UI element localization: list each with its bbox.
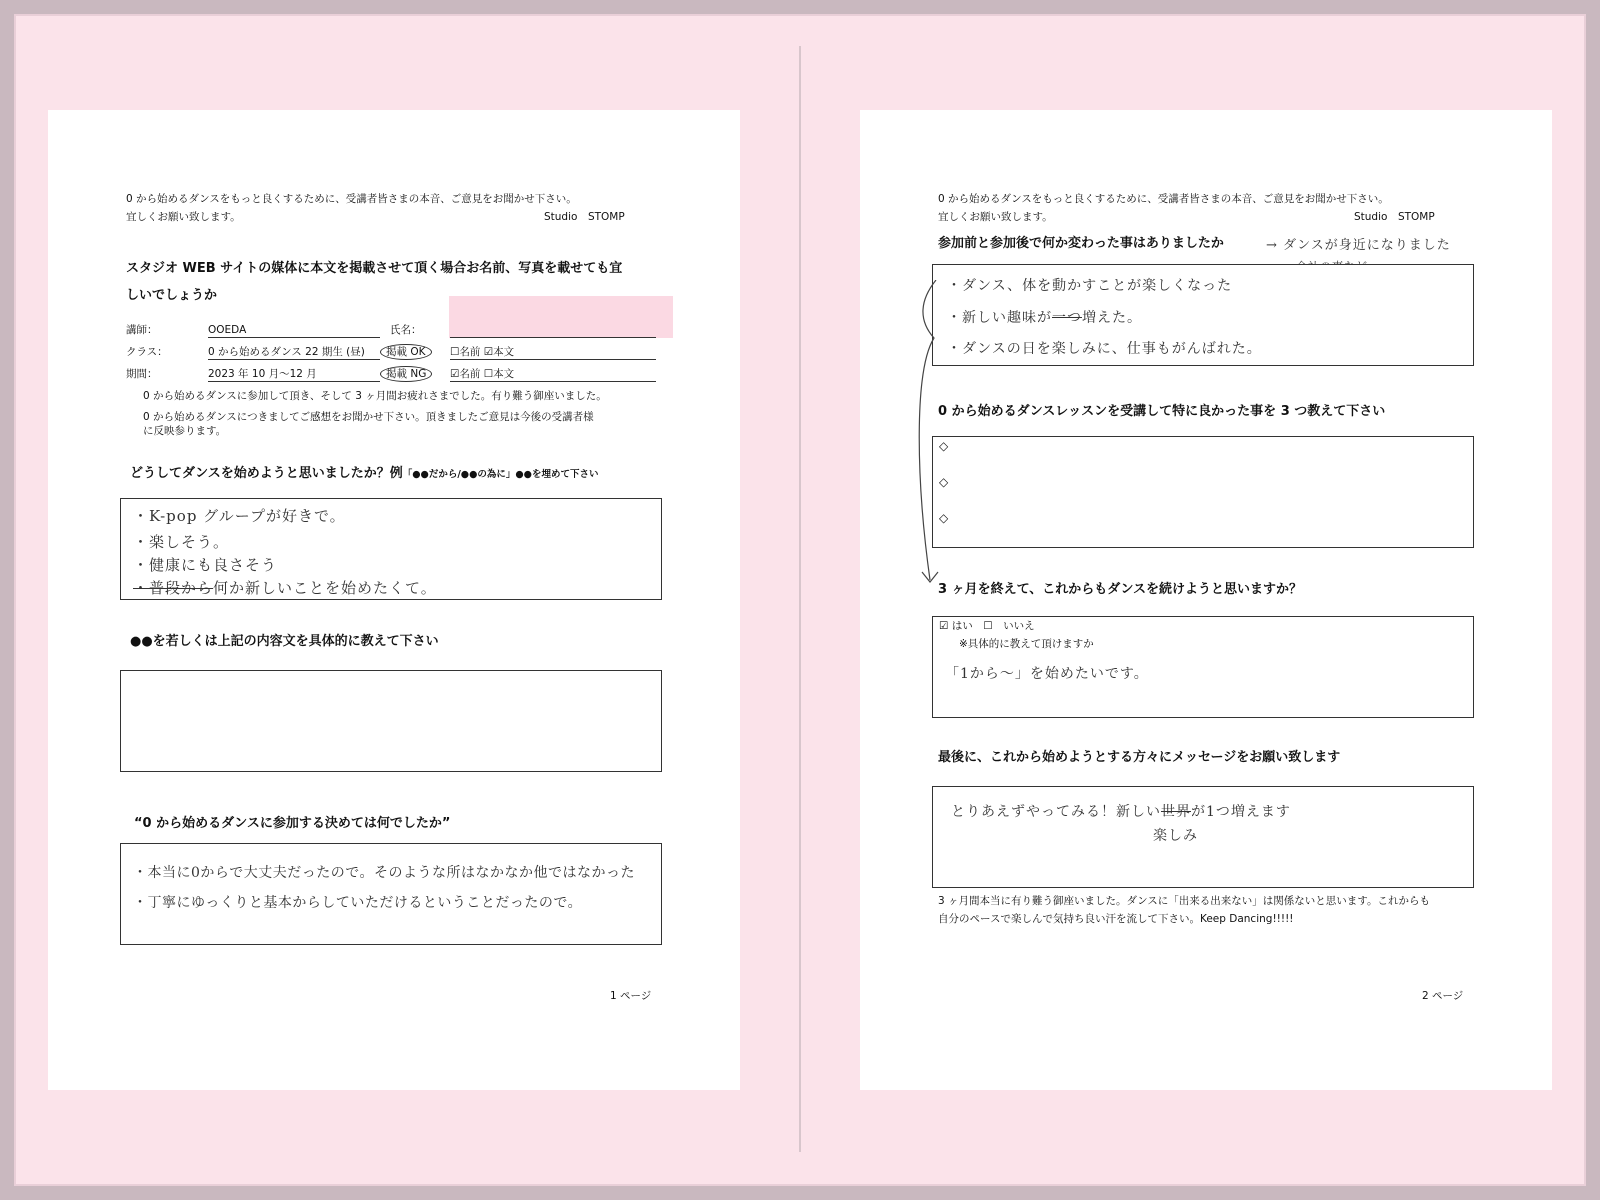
label-period: 期間： (126, 368, 158, 380)
answer-7-box (932, 786, 1474, 888)
answer-4-line-1: ・ダンス、体を動かすことが楽しくなった (947, 278, 1233, 294)
question-4: 参加前と参加後で何か変わった事はありましたか (938, 236, 1224, 251)
answer-5-item-3: ◇ (939, 511, 949, 525)
answer-3-box (120, 843, 662, 945)
studio-name: Studio STOMP (1354, 211, 1435, 223)
label-class: クラス： (126, 346, 168, 358)
question-1 (130, 462, 598, 481)
intro-line-1: 0 から始めるダンスをもっと良くするために、受講者皆さまの本音、ご意見をお聞かせ下さい。 (126, 193, 577, 205)
question-1-text: どうしてダンスを始めようと思いましたか？例 (130, 466, 403, 481)
answer-3-line-2: ・丁寧にゆっくりと基本からしていただけるということだったので。 (133, 895, 583, 911)
intro-line-1: 0 から始めるダンスをもっと良くするために、受講者皆さまの本音、ご意見をお聞かせ下さい。 (938, 193, 1389, 205)
period-value: 2023 年 10 月〜12 月 (208, 367, 380, 382)
answer-3-line-1: ・本当に0からで大丈夫だったので。そのような所はなかなか他ではなかった (133, 865, 635, 881)
consent-question-line-2: しいでしょうか (126, 288, 218, 303)
instructor-value: OOEDA (208, 323, 380, 338)
answer-7-line-1-a: とりあえずやってみる！新しい (951, 804, 1161, 820)
answer-5-item-1: ◇ (939, 439, 949, 453)
survey-page-1 (48, 110, 740, 1090)
name-underline (450, 336, 656, 338)
answer-4-line-2-b: 増えた。 (1082, 310, 1142, 326)
answer-7-line-2: 楽しみ (1153, 828, 1198, 844)
survey-page-2 (860, 110, 1552, 1090)
answer-4-line-2-struck: 一つ (1052, 310, 1082, 326)
answer-6-handwritten: 「1から〜」を始めたいです。 (945, 666, 1149, 682)
answer-4-line-2 (947, 307, 1142, 327)
question-1-example: 「●●だから/●●の為に」●●を埋めて下さい (402, 469, 599, 480)
answer-1-line-4-text: 何か新しいことを始めたくて。 (213, 579, 437, 597)
request-line-2: に反映参ります。 (143, 425, 227, 437)
answer-1-line-3: ・健康にも良さそう (133, 556, 278, 574)
answer-4-box (932, 264, 1474, 366)
studio-name: Studio STOMP (544, 211, 625, 223)
publish-ok-label: 掲載 OK (380, 344, 432, 360)
answer-6-note: ※具体的に教えて頂けますか (959, 638, 1094, 650)
answer-1-line-4 (133, 577, 437, 598)
intro-line-2: 宜しくお願い致します。 (126, 211, 241, 223)
answer-4-line-2-a: ・新しい趣味が (947, 310, 1052, 326)
label-name: 氏名： (390, 324, 422, 336)
intro-line-2: 宜しくお願い致します。 (938, 211, 1053, 223)
closing-line-2: 自分のペースで楽しんで気持ち良い汗を流して下さい。Keep Dancing!!!!! (938, 913, 1294, 925)
class-value: 0 から始めるダンス 22 期生 (昼) (208, 345, 380, 360)
question-5: 0 から始めるダンスレッスンを受講して特に良かった事を 3 つ教えて下さい (938, 404, 1386, 419)
answer-2-box (120, 670, 662, 772)
redacted-name-mask (449, 296, 673, 338)
publish-ng-label: 掲載 NG (380, 366, 432, 382)
answer-1-box (120, 498, 662, 600)
answer-1-struck-text: ・普段から (133, 579, 214, 597)
answer-6-options: ☑ はい ☐ いいえ (939, 620, 1035, 632)
publish-ok-options: ☐名前 ☑本文 (450, 345, 656, 360)
page-number-2: 2 ページ (1422, 990, 1464, 1002)
question-6: 3 ヶ月を終えて、これからもダンスを続けようと思いますか？ (938, 582, 1303, 597)
question-2: ●●を若しくは上記の内容文を具体的に教えて下さい (130, 634, 439, 649)
answer-5-item-2: ◇ (939, 475, 949, 489)
question-7: 最後に、これから始めようとする方々にメッセージをお願い致します (938, 750, 1341, 765)
answer-7-line-1-b: が1つ増えます (1191, 804, 1291, 820)
answer-1-line-1: ・K-pop グループが好きで。 (133, 507, 346, 525)
answer-4-line-3: ・ダンスの日を楽しみに、仕事もがんばれた。 (947, 341, 1262, 357)
answer-7-line-1 (951, 801, 1291, 821)
answer-4-side-note: → ダンスが身近になりました (1266, 238, 1451, 253)
publish-ng-options: ☑名前 ☐本文 (450, 367, 656, 382)
answer-7-line-1-struck: 世界 (1161, 804, 1191, 820)
page-number-1: 1 ページ (610, 990, 652, 1002)
answer-6-box (932, 616, 1474, 718)
request-line-1: 0 から始めるダンスにつきましてご感想をお聞かせ下さい。頂きましたご意見は今後の受講者様 (143, 411, 594, 423)
question-3: “0 から始めるダンスに参加する決めては何でしたか” (134, 816, 451, 831)
answer-1-line-2: ・楽しそう。 (133, 533, 230, 551)
label-instructor: 講師： (126, 324, 158, 336)
consent-question-line-1: スタジオ WEB サイトの媒体に本文を掲載させて頂く場合お名前、写真を載せても宜 (126, 261, 623, 276)
closing-line-1: 3 ヶ月間本当に有り難う御座いました。ダンスに「出来る出来ない」は関係ないと思います。これからも (938, 895, 1430, 907)
spread-divider (799, 46, 801, 1152)
thanks-line: 0 から始めるダンスに参加して頂き、そして 3 ヶ月間お疲れさまでした。有り難う御座いました。 (143, 390, 607, 402)
answer-5-box (932, 436, 1474, 548)
